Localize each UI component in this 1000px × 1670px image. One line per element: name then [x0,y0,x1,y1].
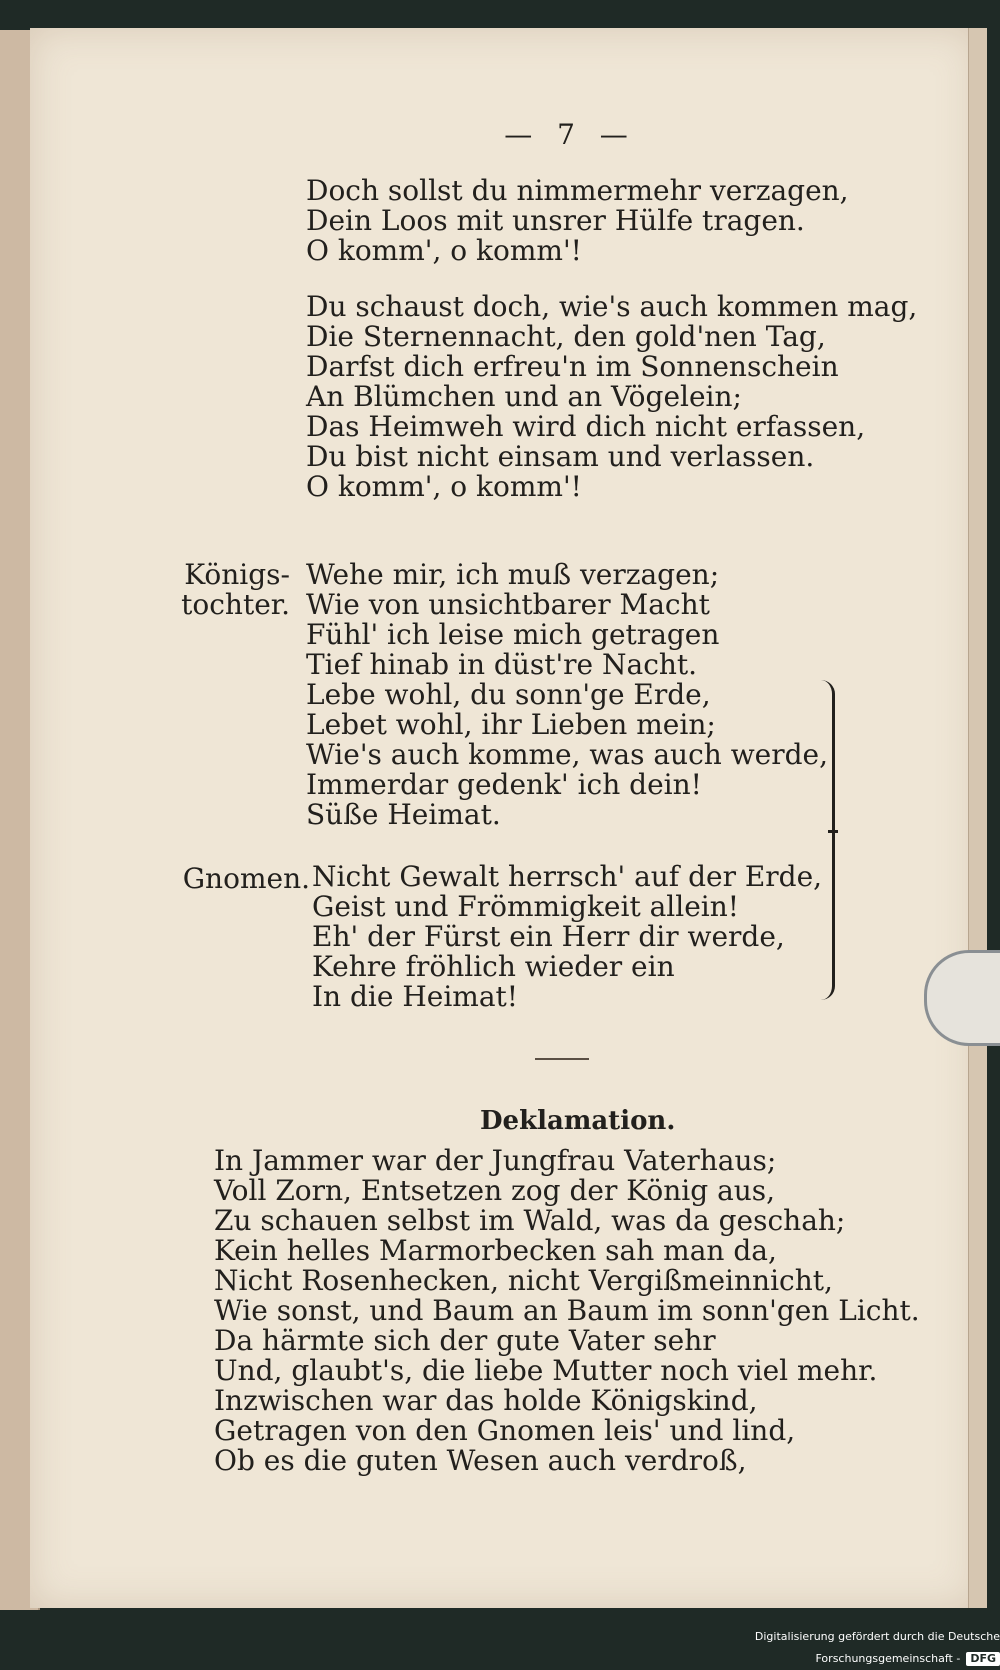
verse-line: Wie's auch komme, was auch werde, [306,738,829,771]
page-number: — 7 — [504,118,636,151]
section-divider [535,1058,589,1060]
dfg-logo: DFG [966,1652,1000,1666]
verse-line: Lebe wohl, du sonn'ge Erde, [306,678,711,711]
page-edge-right [968,28,987,1608]
speaker-koenigstochter [170,560,290,620]
speaker-label: tochter. [181,588,290,621]
speaker-label: Königs- [184,558,290,591]
page-marker-tab [924,950,1000,1046]
curly-brace [806,680,835,1000]
verse-line: Ob es die guten Wesen auch verdroß, [214,1444,747,1477]
verse-line: Tief hinab in düst're Nacht. [306,648,698,681]
verse-line: Das Heimweh wird dich nicht erfassen, [306,410,866,443]
verse-line: Immerdar gedenk' ich dein! [306,768,702,801]
speaker-gnomen: Gnomen. [182,862,310,895]
verse-line: Wehe mir, ich muß verzagen; [306,558,720,591]
verse-line: Du bist nicht einsam und verlassen. [306,440,815,473]
verse-line: Fühl' ich leise mich getragen [306,618,720,651]
verse-line: Nicht Rosenhecken, nicht Vergißmeinnicht, [214,1264,833,1297]
curly-brace-tip [828,830,838,833]
declamation-text [214,1146,920,1476]
verse-line: O komm', o komm'! [306,470,582,503]
stanza-1 [306,176,849,266]
verse-line: Süße Heimat. [306,798,501,831]
digitization-credit [620,1626,1000,1665]
verse-line: Geist und Frömmigkeit allein! [312,890,740,923]
stanza-3 [306,560,828,830]
verse-line: An Blümchen und an Vögelein; [306,380,742,413]
section-heading: Deklamation. [480,1106,676,1136]
verse-line: Doch sollst du nimmermehr verzagen, [306,174,849,207]
verse-line: In die Heimat! [312,980,519,1013]
verse-line: Darfst dich erfreu'n im Sonnenschein [306,350,839,383]
verse-line: Und, glaubt's, die liebe Mutter noch viel mehr. [214,1354,878,1387]
verse-line: Die Sternennacht, den gold'nen Tag, [306,320,826,353]
stanza-2 [306,292,917,502]
verse-line: Kein helles Marmorbecken sah man da, [214,1234,777,1267]
verse-line: Wie sonst, und Baum an Baum im sonn'gen Licht. [214,1294,920,1327]
verse-line: Wie von unsichtbarer Macht [306,588,710,621]
verse-line: Kehre fröhlich wieder ein [312,950,675,983]
verse-line: Da härmte sich der gute Vater sehr [214,1324,716,1357]
verse-line: O komm', o komm'! [306,234,582,267]
verse-line: Zu schauen selbst im Wald, was da geschah; [214,1204,846,1237]
verse-line: Nicht Gewalt herrsch' auf der Erde, [312,860,823,893]
verse-line: Voll Zorn, Entsetzen zog der König aus, [214,1174,776,1207]
verse-line: Getragen von den Gnomen leis' und lind, [214,1414,796,1447]
verse-line: Du schaust doch, wie's auch kommen mag, [306,290,918,323]
verse-line: In Jammer war der Jungfrau Vaterhaus; [214,1144,777,1177]
verse-line: Inzwischen war das holde Königskind, [214,1384,758,1417]
verse-line: Lebet wohl, ihr Lieben mein; [306,708,716,741]
verse-line: Dein Loos mit unsrer Hülfe tragen. [306,204,805,237]
verse-line: Eh' der Fürst ein Herr dir werde, [312,920,785,953]
credit-text: Digitalisierung gefördert durch die Deutsche Forschungsgemeinschaft - [754,1630,1000,1665]
stanza-4 [312,862,822,1012]
